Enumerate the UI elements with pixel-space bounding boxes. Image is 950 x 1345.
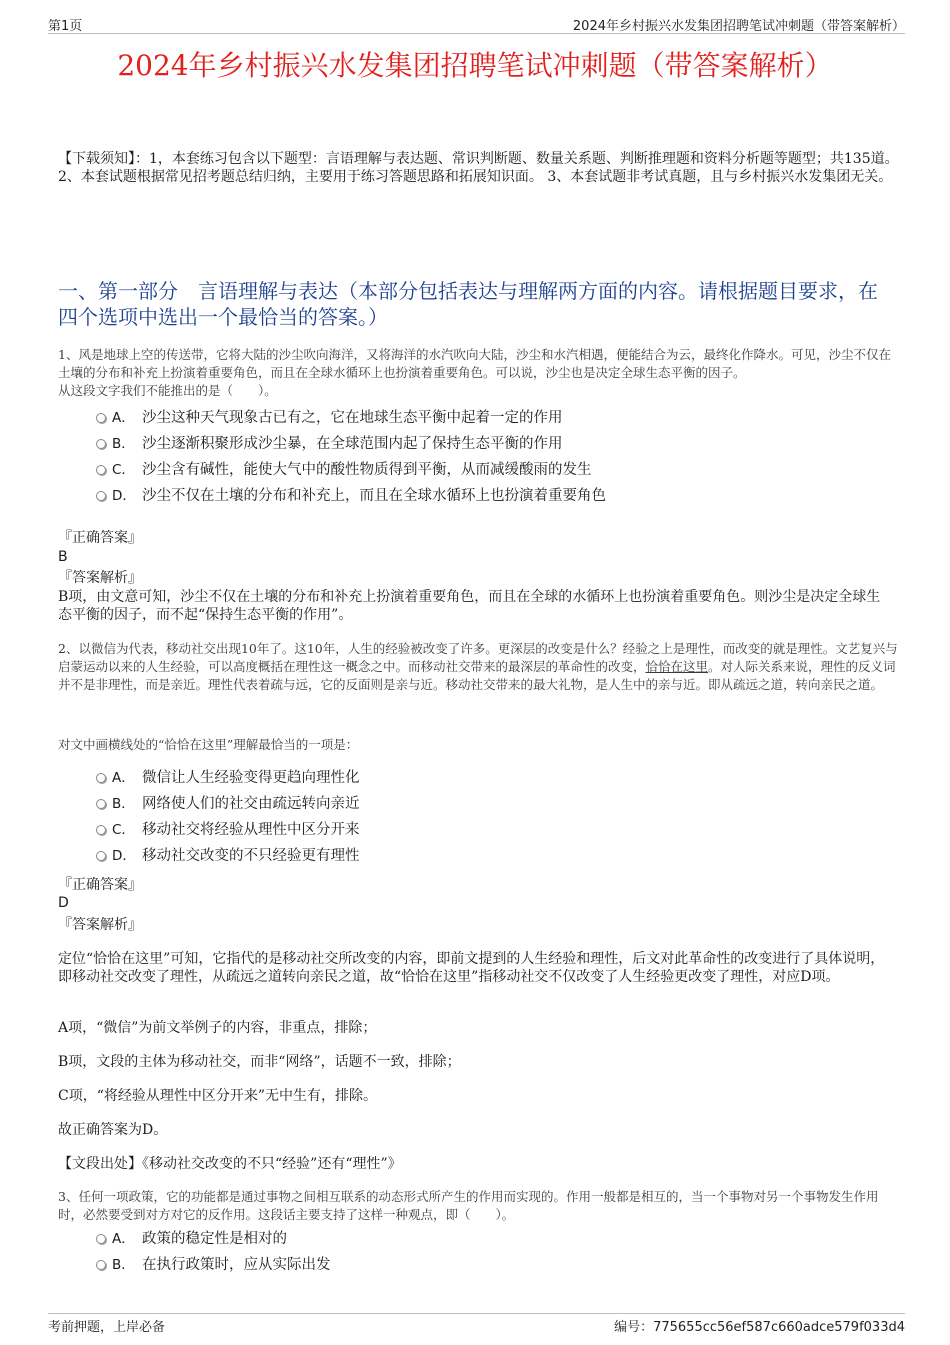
option-b[interactable]: B． 网络使人们的社交由疏远转向亲近 <box>96 791 896 817</box>
download-notice: 【下载须知】：1，本套练习包含以下题型：言语理解与表达题、常识判断题、数量关系题、判断推理题和资料分析题等题型；共135道。 2、本套试题根据常见招考题总结归纳，主要用于练习答题思路和拓展知识面。 3、本套试题非考试真题，且与乡村振兴水发集团无关。 <box>58 151 899 185</box>
question-2-ask: 对文中画横线处的“恰恰在这里”理解最恰当的一项是： <box>58 737 359 752</box>
question-1-stem: 1、风是地球上空的传送带，它将大陆的沙尘吹向海洋，又将海洋的水汽吹向大陆，沙尘和水汽相遇，便能结合为云，最终化作降水。可见，沙尘不仅在土壤的分布和补充上扮演着重要角色，而且在全球水循环上也扮演着重要角色。可以说，沙尘也是决定全球生态平衡的因子。 从这段文字我们不能推出的是（ ）。 <box>58 346 898 400</box>
option-b[interactable]: B． 沙尘逐渐积聚形成沙尘暴，在全球范围内起了保持生态平衡的作用 <box>96 431 896 457</box>
question-2-options <box>96 765 896 869</box>
source-note: 【文段出处】《移动社交改变的不只“经验”还有“理性”》 <box>58 1156 402 1172</box>
underlined-phrase: 恰恰在这里 <box>645 659 709 674</box>
radio-icon[interactable] <box>96 799 106 809</box>
option-c[interactable]: C． 移动社交将经验从理性中区分开来 <box>96 817 896 843</box>
option-d[interactable]: D． 沙尘不仅在土壤的分布和补充上，而且在全球水循环上也扮演着重要角色 <box>96 483 896 509</box>
analysis-label: 『答案解析』 <box>58 917 142 933</box>
correct-answer: B <box>58 549 68 565</box>
question-1-ask: 从这段文字我们不能推出的是（ ）。 <box>58 383 277 398</box>
radio-icon[interactable] <box>96 1260 106 1270</box>
analysis-text: B项，由文意可知，沙尘不仅在土壤的分布和补充上扮演着重要角色，而且在全球的水循环上也扮演着重要角色。则沙尘是决定全球生态平衡的因子，而不起“保持生态平衡的作用”。 <box>58 589 881 623</box>
correct-answer-label: 『正确答案』 <box>58 877 142 893</box>
question-1-options <box>96 405 896 509</box>
option-c[interactable]: C． 沙尘含有碱性，能使大气中的酸性物质得到平衡，从而减缓酸雨的发生 <box>96 457 896 483</box>
radio-icon[interactable] <box>96 491 106 501</box>
radio-icon[interactable] <box>96 851 106 861</box>
analysis-paragraph: C项，“将经验从理性中区分开来”无中生有，排除。 <box>58 1088 378 1104</box>
radio-icon[interactable] <box>96 439 106 449</box>
correct-answer: D <box>58 895 69 911</box>
page-footer <box>48 1313 905 1334</box>
correct-answer-label: 『正确答案』 <box>58 530 142 546</box>
page-number: 第1页 <box>48 19 83 34</box>
radio-icon[interactable] <box>96 825 106 835</box>
option-d[interactable]: D． 移动社交改变的不只经验更有理性 <box>96 843 896 869</box>
document-id: 编号：775655cc56ef587c660adce579f033d4 <box>614 1320 905 1335</box>
question-3-stem: 3、任何一项政策，它的功能都是通过事物之间相互联系的动态形式所产生的作用而实现的。作用一般都是相互的，当一个事物对另一个事物发生作用时，必然要受到对方对它的反作用。这段话主要支持了这样一种观点，即（ ）。 <box>58 1189 879 1222</box>
footer-slogan: 考前押题，上岸必备 <box>48 1320 166 1335</box>
document-title: 2024年乡村振兴水发集团招聘笔试冲刺题（带答案解析） <box>117 49 833 82</box>
option-a[interactable]: A． 政策的稳定性是相对的 <box>96 1226 896 1252</box>
header-doc-title: 2024年乡村振兴水发集团招聘笔试冲刺题（带答案解析） <box>572 19 905 34</box>
page-header <box>48 13 905 34</box>
analysis-paragraph: 故正确答案为D。 <box>58 1122 168 1138</box>
question-3-options <box>96 1226 896 1278</box>
option-b[interactable]: B． 在执行政策时，应从实际出发 <box>96 1252 896 1278</box>
radio-icon[interactable] <box>96 1234 106 1244</box>
option-a[interactable]: A． 沙尘这种天气现象古已有之，它在地球生态平衡中起着一定的作用 <box>96 405 896 431</box>
analysis-paragraph: 定位“恰恰在这里”可知，它指代的是移动社交所改变的内容，即前文提到的人生经验和理性，后文对此革命性的改变进行了具体说明，即移动社交改变了理性，从疏远之道转向亲民之道，故“恰恰在这里”指移动社交不仅改变了人生经验更改变了理性，对应D项。 <box>58 951 885 985</box>
radio-icon[interactable] <box>96 413 106 423</box>
radio-icon[interactable] <box>96 465 106 475</box>
section-title: 一、第一部分 言语理解与表达（本部分包括表达与理解两方面的内容。请根据题目要求，在四个选项中选出一个最恰当的答案。） <box>58 279 878 329</box>
analysis-paragraph: B项，文段的主体为移动社交，而非“网络”，话题不一致，排除； <box>58 1054 461 1070</box>
analysis-paragraph: A项，“微信”为前文举例子的内容，非重点，排除； <box>58 1020 377 1036</box>
analysis-label: 『答案解析』 <box>58 570 142 586</box>
question-2-stem: 2、以微信为代表，移动社交出现10年了。这10年，人生的经验被改变了许多。更深层的改变是什么？经验之上是理性，而改变的就是理性。文艺复兴与启蒙运动以来的人生经验，可以高度概括在理性这一概念之中。而移动社交带来的最深层的革命性的改变，恰恰在这里。对人际关系来说，理性的反义词并不是非理性，而是亲近。理性代表着疏与远，它的反面则是亲与近。移动社交带来的最大礼物，是人生中的亲与近。即从疏远之道，转向亲民之道。 <box>58 641 898 692</box>
option-a[interactable]: A． 微信让人生经验变得更趋向理性化 <box>96 765 896 791</box>
radio-icon[interactable] <box>96 773 106 783</box>
